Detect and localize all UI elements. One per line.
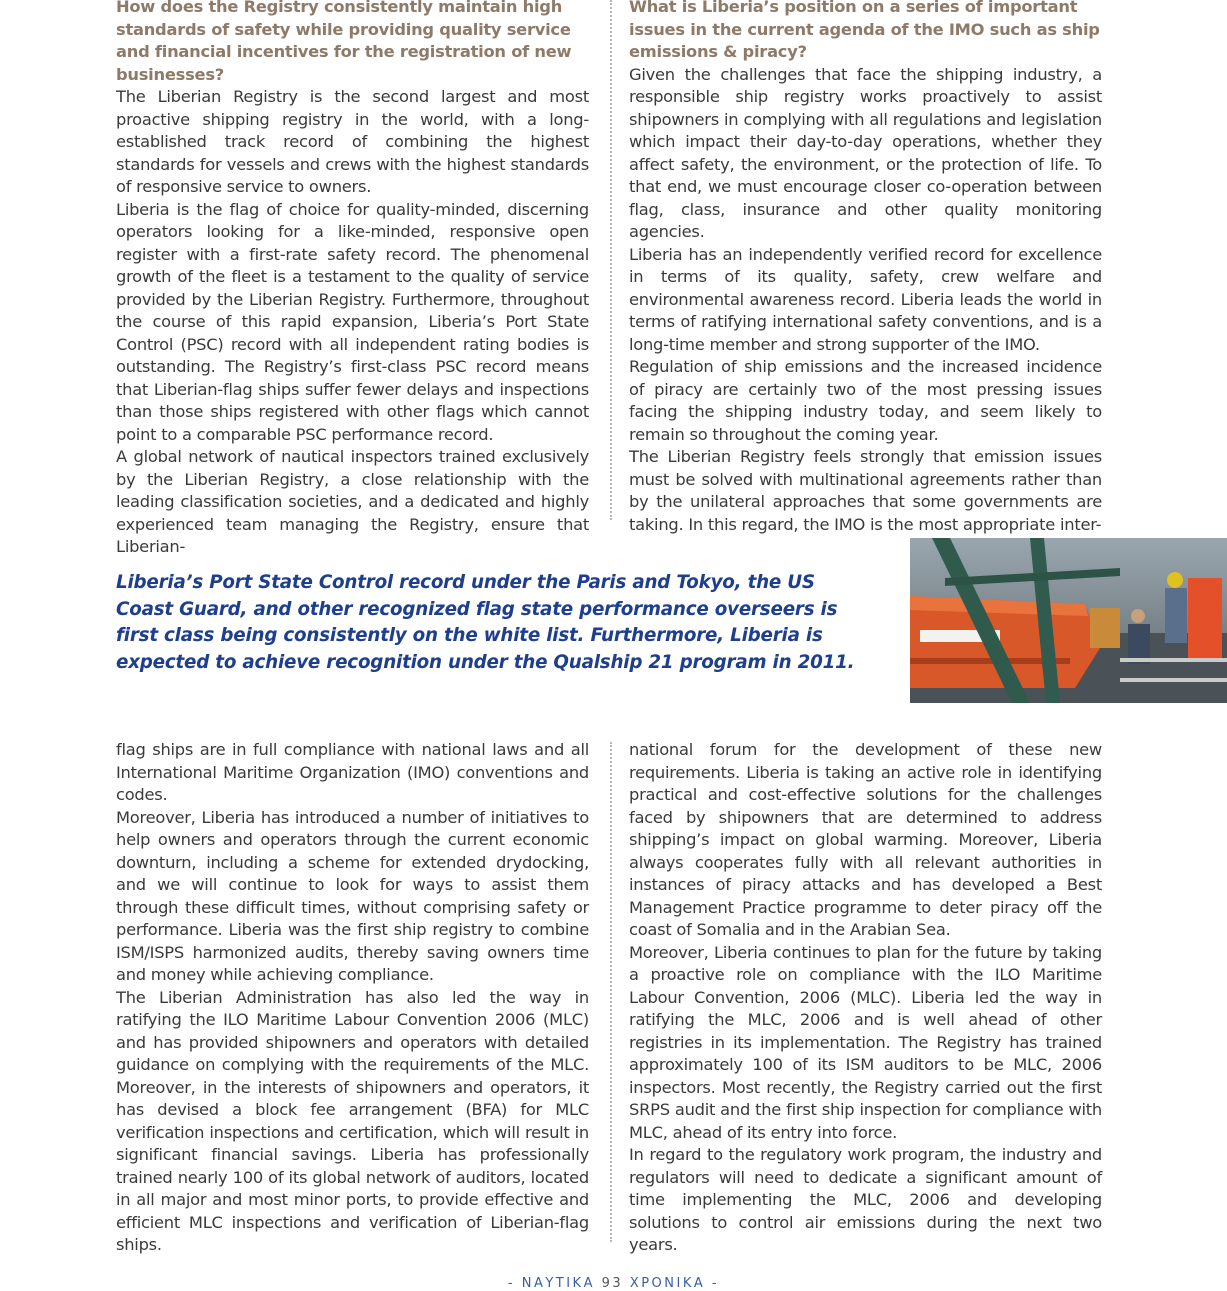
- column-top-left: [116, 0, 589, 559]
- page-number: 93: [601, 1276, 624, 1291]
- paragraph: national forum for the development of these new requirements. Liberia is taking an active role in identifying practical and cost-effective solutions for the challenges faced by shipowners that are determined to address shipping’s impact on global warming. Moreover, Liberia always cooperates fully with all relevant authorities in instances of piracy attacks and has developed a Best Management Practice programme to deter piracy off the coast of Somalia and in the Arabian Sea.: [629, 740, 1102, 939]
- footer-right-word: ΧΡΟΝΙΚΑ: [629, 1276, 706, 1291]
- column-bottom-left: [116, 739, 589, 1257]
- paragraph: Moreover, Liberia continues to plan for the future by taking a proactive role on compliance with the ILO Maritime Labour Convention, 2006 (MLC). Liberia led the way in ratifying the MLC, 2006 and is well ahead of other registries in its implementation. The Registry has trained approximately 100 of its ISM auditors to be MLC, 2006 inspectors. Most recently, the Registry carried out the first SRPS audit and the first ship inspection for compliance with MLC, ahead of its entry into force.: [629, 942, 1102, 1142]
- ship-deck-photo: [910, 538, 1227, 703]
- column-bottom-right: [629, 739, 1102, 1257]
- footer-left-word: ΝΑΥΤΙΚΑ: [521, 1276, 595, 1291]
- paragraph: The Liberian Registry feels strongly that emission issues must be solved with multinational agreements rather than by the unilateral approaches that some governments are taking. In this regard, the IMO is the most appropriate inter-: [629, 447, 1102, 534]
- paragraph: Given the challenges that face the shipping industry, a responsible ship registry works proactively to assist shipowners in complying with all regulations and legislation which impact their day-to-day operations, whether they affect safety, the environment, or the protection of life. To that end, we must encourage closer co-operation between flag, class, insurance and other quality monitoring agencies.: [629, 64, 1102, 241]
- column-top-right: [629, 0, 1102, 536]
- paragraph: In regard to the regulatory work program, the industry and regulators will need to dedicate a significant amount of time implementing the MLC, 2006 and developing solutions to control air emissions during the next two years.: [629, 1145, 1102, 1254]
- column-divider: [610, 742, 612, 1242]
- column-divider: [610, 0, 612, 520]
- paragraph: flag ships are in full compliance with national laws and all International Maritime Organization (IMO) conventions and codes.: [116, 740, 589, 804]
- paragraph: Liberia has an independently verified record for excellence in terms of its quality, safety, crew welfare and environmental awareness record. Liberia leads the world in terms of ratifying international safety conventions, and is a long-time member and strong supporter of the IMO.: [629, 244, 1102, 354]
- page-footer: [0, 1276, 1227, 1291]
- question-heading: What is Liberia’s position on a series of important issues in the current agenda of the IMO such as ship emissions & piracy?: [629, 0, 1100, 61]
- pull-quote: Liberia’s Port State Control record under the Paris and Tokyo, the US Coast Guard, and other recognized flag state performance overseers is first class being consistently on the white list. Furthermore, Liberia is expected to achieve recognition under the Qualship 21 program in 2011.: [116, 572, 855, 673]
- paragraph: A global network of nautical inspectors trained exclusively by the Liberian Registry, a close relationship with the leading classification societies, and a dedicated and highly experienced team managing the Registry, ensure that Liberian-: [116, 447, 589, 556]
- paragraph: The Liberian Registry is the second largest and most proactive shipping registry in the world, with a long-established track record of combining the highest standards for vessels and crews with the highest standards of responsive service to owners.: [116, 87, 589, 196]
- paragraph: Regulation of ship emissions and the increased incidence of piracy are certainly two of the most pressing issues facing the shipping industry today, and seem likely to remain so throughout the coming year.: [629, 357, 1102, 444]
- footer-dash: -: [711, 1276, 720, 1291]
- footer-dash: -: [507, 1276, 516, 1291]
- question-heading: How does the Registry consistently maintain high standards of safety while providing quality service and financial incentives for the registration of new businesses?: [116, 0, 572, 84]
- paragraph: The Liberian Administration has also led the way in ratifying the ILO Maritime Labour Convention 2006 (MLC) and has provided shipowners and operators with detailed guidance on complying with the requirements of the MLC. Moreover, in the interests of shipowners and operators, it has devised a block fee arrangement (BFA) for MLC verification inspections and certification, which will result in significant financial savings. Liberia has professionally trained nearly 100 of its global network of auditors, located in all major and most minor ports, to provide effective and efficient MLC inspections and verification of Liberian-flag ships.: [116, 987, 589, 1254]
- paragraph: Moreover, Liberia has introduced a number of initiatives to help owners and operators through the current economic downturn, including a scheme for extended drydocking, and we will continue to look for ways to assist them through these difficult times, without comprising safety or performance. Liberia was the first ship registry to combine ISM/ISPS harmonized audits, thereby saving owners time and money while achieving compliance.: [116, 807, 589, 984]
- paragraph: Liberia is the flag of choice for quality-minded, discerning operators looking for a like-minded, responsive open register with a first-rate safety record. The phenomenal growth of the fleet is a testament to the quality of service provided by the Liberian Registry. Furthermore, throughout the course of this rapid expansion, Liberia’s Port State Control (PSC) record with all independent rating bodies is outstanding. The Registry’s first-class PSC record means that Liberian-flag ships suffer fewer delays and inspections than those ships registered with other flags which cannot point to a comparable PSC performance record.: [116, 199, 589, 444]
